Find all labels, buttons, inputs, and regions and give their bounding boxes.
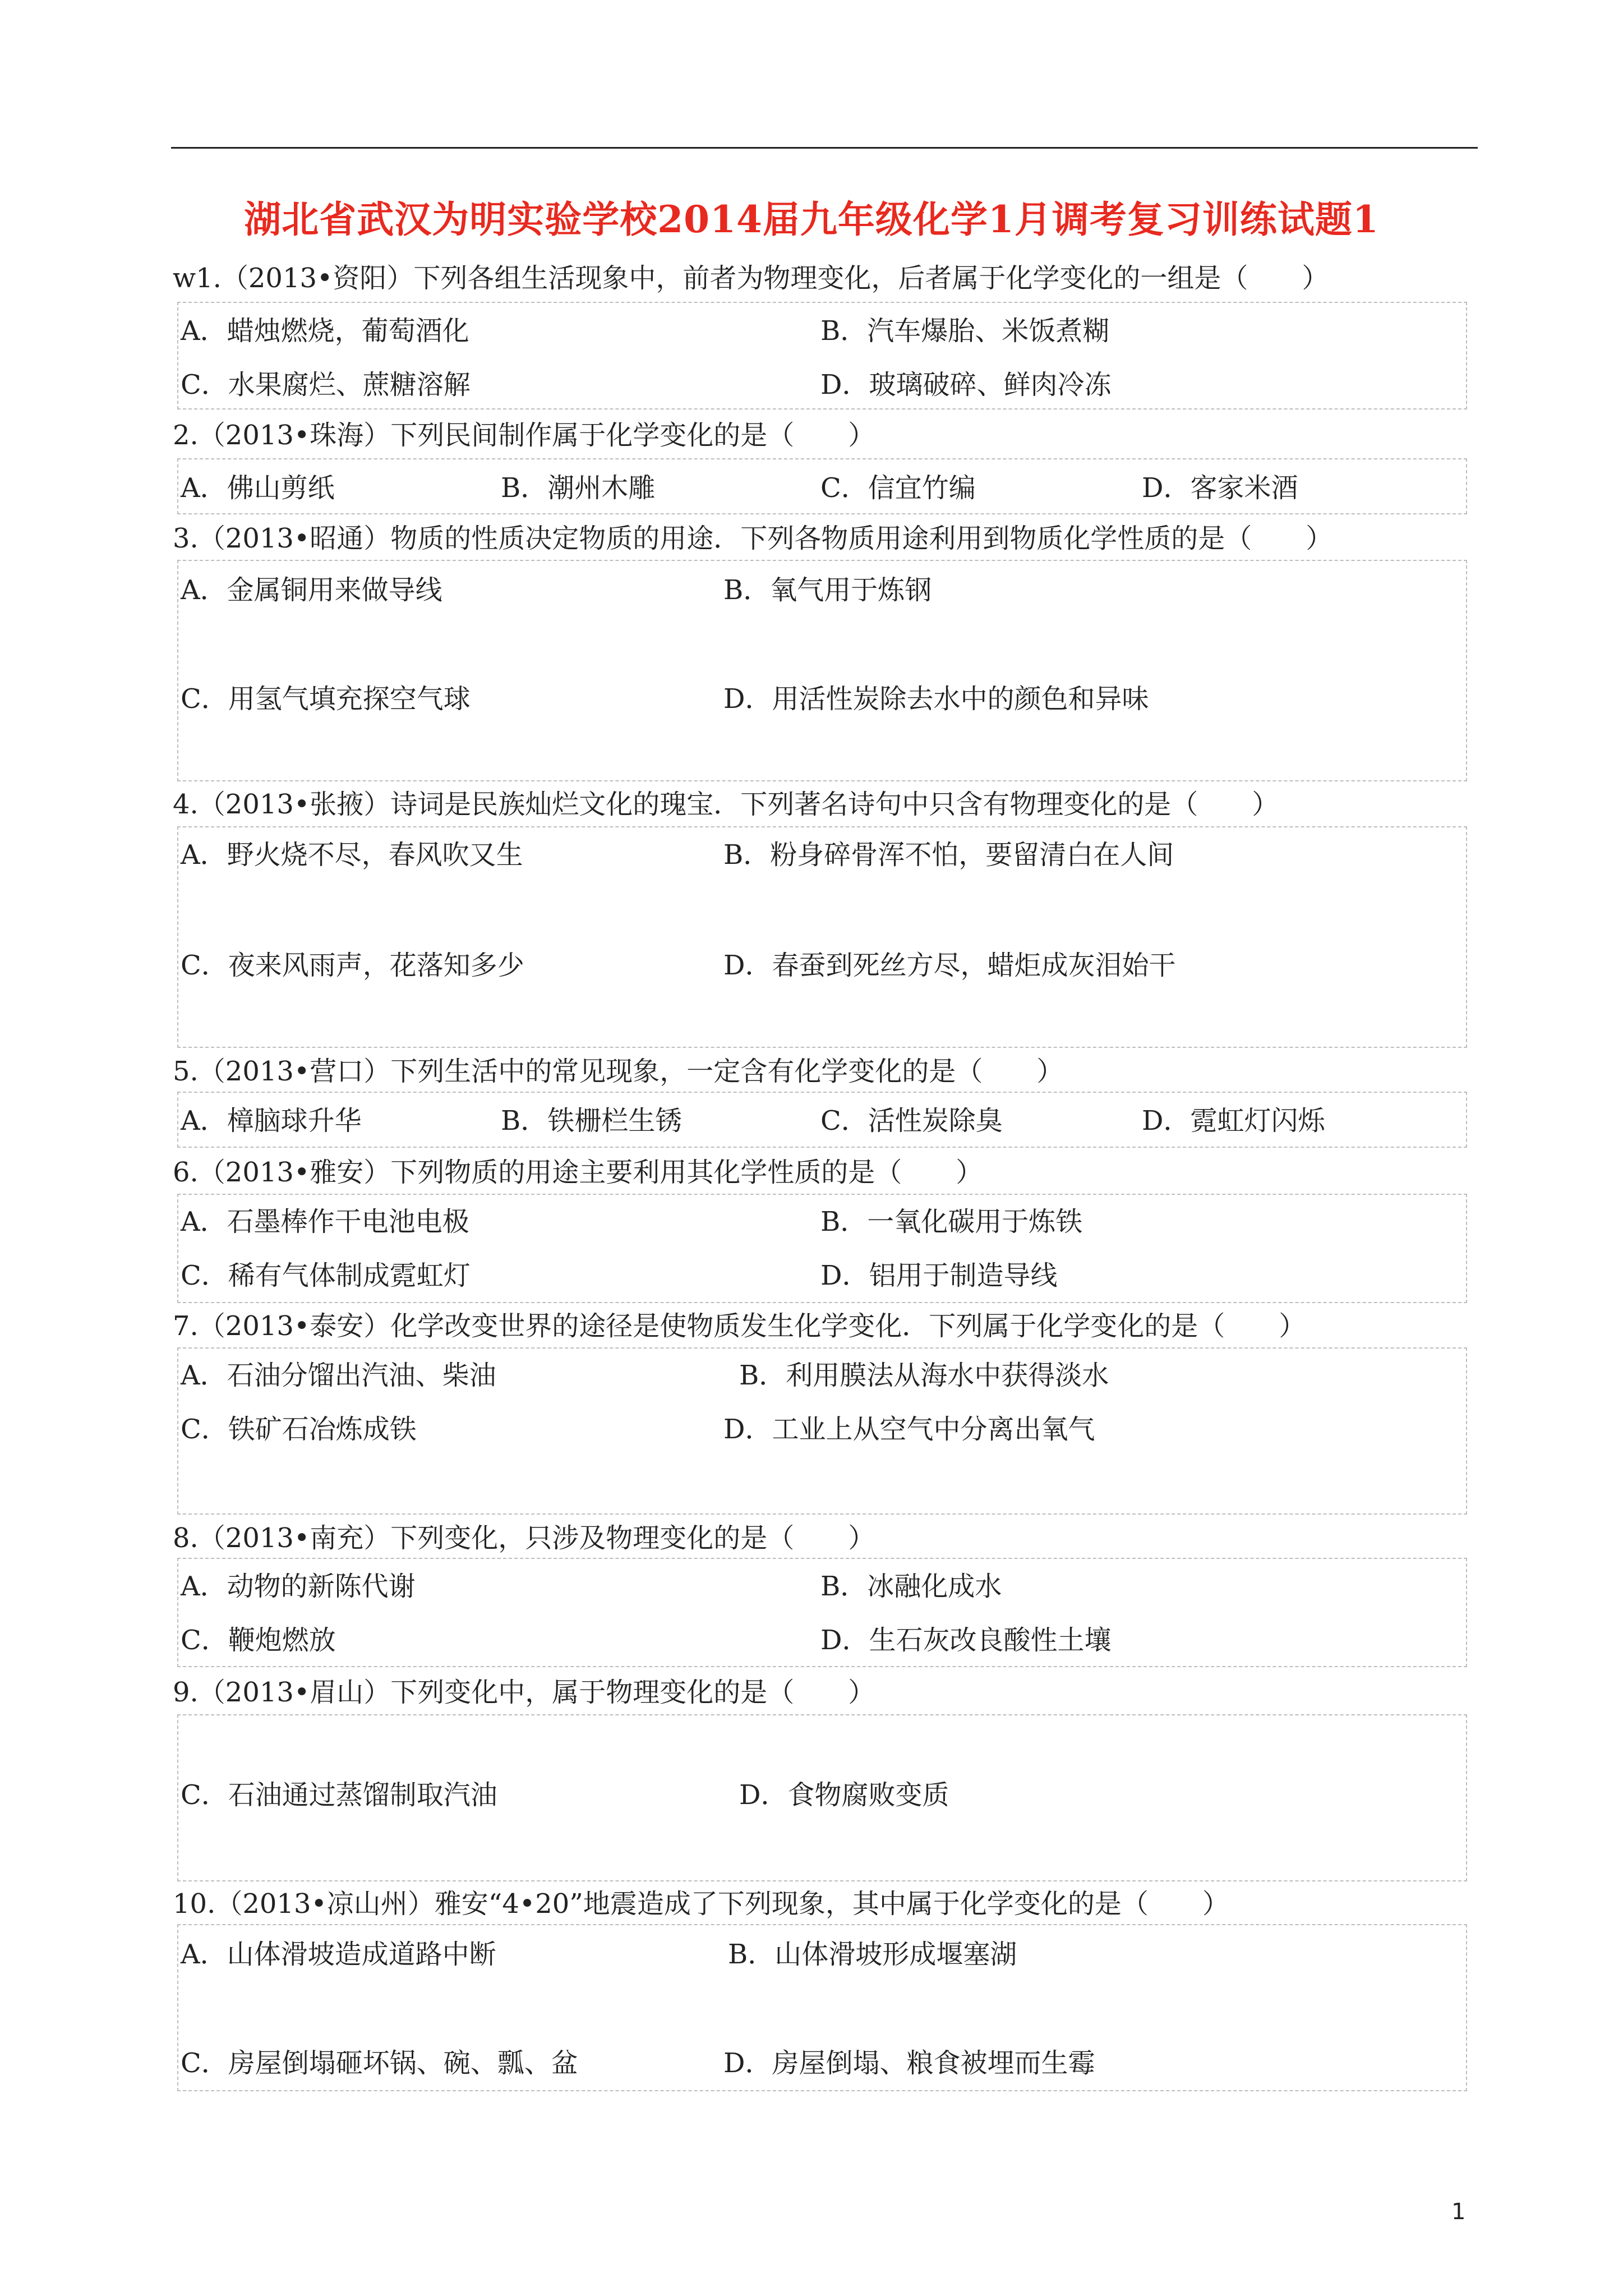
question-4-stem: 4.（2013•张掖）诗词是民族灿烂文化的瑰宝．下列著名诗句中只含有物理变化的是（ ） [173, 789, 1279, 820]
question-7-option-b: B．利用膜法从海水中获得淡水 [739, 1360, 1109, 1391]
question-3-option-d: D．用活性炭除去水中的颜色和异味 [723, 683, 1149, 715]
question-7-option-d: D．工业上从空气中分离出氧气 [723, 1414, 1095, 1445]
question-2-option-b: B．潮州木雕 [501, 472, 656, 504]
question-1-option-b: B．汽车爆胎、米饭煮糊 [820, 315, 1110, 347]
question-8-stem: 8.（2013•南充）下列变化，只涉及物理变化的是（ ） [173, 1522, 875, 1554]
question-4-option-c: C．夜来风雨声，花落知多少 [181, 950, 524, 981]
question-5-option-a: A．樟脑球升华 [181, 1105, 362, 1137]
question-2-option-a: A．佛山剪纸 [181, 472, 335, 504]
question-1-option-d: D．玻璃破碎、鲜肉冷冻 [820, 369, 1112, 401]
question-4-option-a: A．野火烧不尽，春风吹又生 [181, 839, 523, 871]
question-5-stem: 5.（2013•营口）下列生活中的常见现象，一定含有化学变化的是（ ） [173, 1056, 1064, 1087]
question-3-option-b: B．氧气用于炼钢 [723, 574, 932, 606]
question-4-option-d: D．春蚕到死丝方尽，蜡炬成灰泪始干 [723, 950, 1176, 981]
question-6-stem: 6.（2013•雅安）下列物质的用途主要利用其化学性质的是（ ） [173, 1157, 983, 1188]
question-1-stem: w1.（2013•资阳）下列各组生活现象中，前者为物理变化，后者属于化学变化的一组是（ ） [173, 263, 1329, 294]
question-6-option-c: C．稀有气体制成霓虹灯 [181, 1260, 471, 1291]
question-9-option-d: D．食物腐败变质 [739, 1779, 949, 1811]
question-2-option-c: C．信宜竹编 [820, 472, 976, 504]
question-3-option-c: C．用氢气填充探空气球 [181, 683, 471, 715]
question-10-option-c: C．房屋倒塌砸坏锅、碗、瓢、盆 [181, 2047, 578, 2079]
question-10-stem: 10.（2013•凉山州）雅安“4•20”地震造成了下列现象，其中属于化学变化的是（ ） [173, 1888, 1229, 1920]
question-9-option-c: C．石油通过蒸馏制取汽油 [181, 1779, 497, 1811]
question-4-option-b: B．粉身碎骨浑不怕，要留清白在人间 [723, 839, 1174, 871]
question-8-option-d: D．生石灰改良酸性土壤 [820, 1625, 1112, 1656]
question-8-option-b: B．冰融化成水 [820, 1571, 1002, 1602]
question-10-option-d: D．房屋倒塌、粮食被埋而生霉 [723, 2047, 1095, 2079]
question-6-option-d: D．铝用于制造导线 [820, 1260, 1058, 1291]
question-6-option-a: A．石墨棒作干电池电极 [181, 1206, 469, 1237]
question-3-option-a: A．金属铜用来做导线 [181, 574, 442, 606]
question-10-option-a: A．山体滑坡造成道路中断 [181, 1939, 496, 1970]
question-2-option-d: D．客家米酒 [1142, 472, 1298, 504]
question-9-stem: 9.（2013•眉山）下列变化中，属于物理变化的是（ ） [173, 1677, 875, 1708]
question-5-option-b: B．铁栅栏生锈 [501, 1105, 683, 1137]
question-7-option-a: A．石油分馏出汽油、柴油 [181, 1360, 496, 1391]
question-1-option-a: A．蜡烛燃烧，葡萄酒化 [181, 315, 469, 347]
question-5-option-c: C．活性炭除臭 [820, 1105, 1003, 1137]
document-title: 湖北省武汉为明实验学校2014届九年级化学1月调考复习训练试题1 [244, 197, 1379, 241]
question-8-option-c: C．鞭炮燃放 [181, 1625, 336, 1656]
page-number: 1 [1451, 2199, 1466, 2225]
question-7-stem: 7.（2013•泰安）化学改变世界的途径是使物质发生化学变化．下列属于化学变化的是（ ） [173, 1310, 1306, 1342]
question-6-option-b: B．一氧化碳用于炼铁 [820, 1206, 1083, 1237]
question-2-stem: 2.（2013•珠海）下列民间制作属于化学变化的是（ ） [173, 420, 875, 451]
question-5-option-d: D．霓虹灯闪烁 [1142, 1105, 1325, 1137]
question-1-option-c: C．水果腐烂、蔗糖溶解 [181, 369, 471, 401]
question-7-option-c: C．铁矿石冶炼成铁 [181, 1414, 417, 1445]
header-rule [171, 147, 1478, 149]
question-8-option-a: A．动物的新陈代谢 [181, 1571, 416, 1602]
question-10-option-b: B．山体滑坡形成堰塞湖 [728, 1939, 1017, 1970]
question-3-stem: 3.（2013•昭通）物质的性质决定物质的用途．下列各物质用途利用到物质化学性质的是（ ） [173, 523, 1333, 554]
